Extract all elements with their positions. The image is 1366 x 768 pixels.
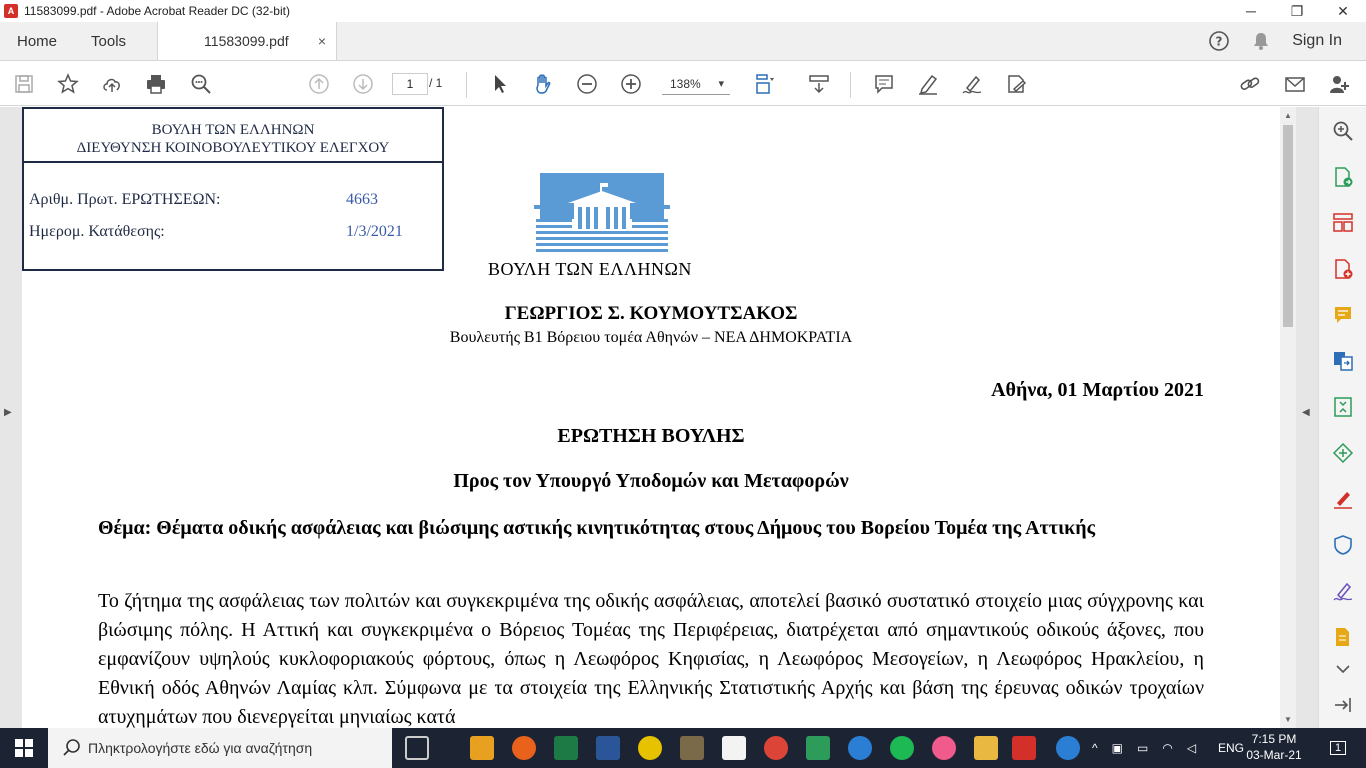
scroll-down-icon[interactable]: ▼	[1284, 715, 1292, 724]
parliament-building-logo	[534, 173, 670, 255]
save-icon[interactable]	[10, 70, 38, 98]
send-for-comments-icon[interactable]	[1331, 625, 1355, 649]
acrobat-taskbar-icon[interactable]	[1012, 736, 1036, 760]
upload-cloud-icon[interactable]	[98, 70, 126, 98]
start-windows-icon[interactable]	[0, 728, 48, 768]
zoom-in-icon[interactable]	[617, 70, 645, 98]
task-view-icon[interactable]	[405, 736, 429, 760]
scrollbar-thumb[interactable]	[1283, 125, 1293, 327]
bookmark-star-icon[interactable]	[54, 70, 82, 98]
select-cursor-icon[interactable]	[486, 70, 514, 98]
previous-page-icon[interactable]	[305, 70, 333, 98]
combine-files-icon[interactable]	[1331, 349, 1355, 373]
print-icon[interactable]	[142, 70, 170, 98]
left-panel-toggle-icon[interactable]: ▶	[4, 407, 12, 418]
window-title: 11583099.pdf - Adobe Acrobat Reader DC (32-bit)	[24, 4, 290, 18]
email-icon[interactable]	[1281, 70, 1309, 98]
taskbar-clock[interactable]	[1244, 731, 1304, 763]
highlight-pen-icon[interactable]	[914, 70, 942, 98]
body-paragraph: Το ζήτημα της ασφάλειας των πολιτών και συγκεκριμένα της οδικής ασφάλειας, αποτελεί βασικό συστατικό στοιχείο μιας σύγχρονης και βιώσιμης πόλης. Η Αττική και συγκεκριμένα ο Βόρειος Τομέας της Περιφέρειας, διατρέχεται από σημαντικούς οδικούς άξονες, που εμφανίζουν υψηλούς κυκλοφοριακούς φόρτους, όπως η Λεωφόρος Κηφισίας, η Λεωφόρος Μεσογείων, η Λεωφόρος Ηρακλείου, η Εθνική οδός Αθηνών Λαμίας κλπ. Σύμφωνα με τα στοιχεία της Ελληνικής Στατιστικής Αρχής και βάση της έρευνας οδικών τροχαίων ατυχημάτων που διενεργείται μηνιαίως κατά	[98, 590, 1204, 728]
share-link-icon[interactable]	[1236, 70, 1264, 98]
add-user-icon[interactable]	[1325, 70, 1353, 98]
vertical-scrollbar[interactable]	[1280, 107, 1296, 728]
document-viewport[interactable]	[0, 107, 1318, 728]
app-tools-icon[interactable]	[680, 736, 704, 760]
edit-pdf-icon[interactable]	[1331, 441, 1355, 465]
taskbar-search-placeholder: Πληκτρολογήστε εδώ για αναζήτηση	[88, 740, 313, 756]
clock-date: 03-Mar-21	[1246, 748, 1302, 762]
logo-caption: ΒΟΥΛΗ ΤΩΝ ΕΛΛΗΝΩΝ	[488, 259, 692, 279]
current-page-input[interactable]: 1	[392, 73, 428, 95]
toolbar-divider	[466, 72, 467, 98]
firefox-icon[interactable]	[512, 736, 536, 760]
zoom-out-icon[interactable]	[573, 70, 601, 98]
chrome-icon[interactable]	[764, 736, 788, 760]
organize-pages-icon[interactable]	[1331, 211, 1355, 235]
file-explorer-icon[interactable]	[974, 736, 998, 760]
help-icon[interactable]	[1198, 30, 1240, 52]
tab-bar	[0, 22, 1366, 61]
right-panel-toggle-icon[interactable]: ◀	[1302, 407, 1310, 418]
filing-date-label: Ημερομ. Κατάθεσης:	[29, 223, 165, 240]
excel-icon[interactable]	[554, 736, 578, 760]
acrobat-app-icon: A	[4, 4, 18, 18]
pdf-page	[22, 107, 1280, 728]
collapse-panel-icon[interactable]	[1331, 693, 1355, 717]
app-check-icon[interactable]	[638, 736, 662, 760]
tray-device-icon[interactable]: ▣	[1111, 741, 1123, 755]
protocol-number-label: Αριθμ. Πρωτ. ΕΡΩΤΗΣΕΩΝ:	[29, 191, 221, 208]
request-signature-icon[interactable]	[1331, 579, 1355, 603]
filing-date-value: 1/3/2021	[346, 223, 403, 240]
window-controls	[1228, 0, 1366, 22]
subject-line: Θέμα: Θέματα οδικής ασφάλειας και βιώσιμης αστικής κινητικότητας στους Δήμους του Βορείου Τομέα της Αττικής	[98, 517, 1096, 539]
document-date: Αθήνα, 01 Μαρτίου 2021	[991, 379, 1204, 401]
comment-tool-icon[interactable]	[1331, 303, 1355, 327]
tab-document[interactable]	[157, 22, 337, 60]
battery-icon[interactable]: ▭	[1136, 741, 1149, 755]
tab-close-button[interactable]: ×	[317, 33, 327, 49]
sign-in-button[interactable]: Sign In	[1292, 32, 1342, 49]
word-icon[interactable]	[596, 736, 620, 760]
zoom-level-select[interactable]: 138% ▾	[662, 73, 730, 95]
mp-subtitle: Βουλευτής Β1 Βόρειου τομέα Αθηνών – ΝΕΑ ΔΗΜΟΚΡΑΤΙΑ	[449, 329, 853, 346]
volume-icon[interactable]: ◁	[1186, 741, 1197, 755]
export-pdf-icon[interactable]	[1331, 165, 1355, 189]
recipient-line: Προς τον Υπουργό Υποδομών και Μεταφορών	[453, 470, 849, 492]
file-icon[interactable]	[722, 736, 746, 760]
tab-tools[interactable]: Tools	[91, 32, 127, 50]
protocol-info-box	[22, 107, 444, 271]
spotify-icon[interactable]	[890, 736, 914, 760]
store-icon[interactable]	[470, 736, 494, 760]
scroll-up-icon[interactable]: ▲	[1284, 111, 1292, 120]
svg-text:?: ?	[1215, 34, 1223, 49]
find-zoom-icon[interactable]	[187, 70, 215, 98]
search-tool-icon[interactable]	[1331, 119, 1355, 143]
comment-icon[interactable]	[870, 70, 898, 98]
infobox-header-line2: ΔΙΕΥΘΥΝΣΗ ΚΟΙΝΟΒΟΥΛΕΥΤΙΚΟΥ ΕΛΕΓΧΟΥ	[76, 140, 390, 156]
protect-shield-icon[interactable]	[1331, 533, 1355, 557]
app-tree-icon[interactable]	[806, 736, 830, 760]
protocol-number-value: 4663	[346, 191, 378, 208]
page-total-label: / 1	[429, 76, 443, 90]
create-pdf-icon[interactable]	[1331, 257, 1355, 281]
fit-page-icon[interactable]	[750, 70, 778, 98]
scroll-mode-icon[interactable]	[805, 70, 833, 98]
sign-icon[interactable]	[958, 70, 986, 98]
clock-time: 7:15 PM	[1251, 732, 1297, 746]
infobox-header-line1: ΒΟΥΛΗ ΤΩΝ ΕΛΛΗΝΩΝ	[151, 122, 315, 138]
main-toolbar	[0, 62, 1366, 106]
windows-taskbar	[0, 728, 1366, 768]
fill-sign-icon[interactable]	[1002, 70, 1030, 98]
tab-home[interactable]: Home	[17, 32, 58, 50]
hand-tool-icon[interactable]	[529, 70, 557, 98]
wifi-icon[interactable]: ◠	[1162, 741, 1173, 755]
minimize-button[interactable]: ─	[1246, 3, 1256, 19]
input-language[interactable]: ENG	[1218, 741, 1245, 755]
tray-expand-icon[interactable]: ^	[1092, 741, 1098, 755]
app-globe-icon[interactable]	[848, 736, 872, 760]
fill-and-sign-tool-icon[interactable]	[1331, 487, 1355, 511]
maximize-button[interactable]: ❐	[1290, 2, 1304, 19]
notification-count: 1	[1330, 741, 1346, 755]
compress-pdf-icon[interactable]	[1331, 395, 1355, 419]
more-tools-chevron-icon[interactable]	[1331, 657, 1355, 681]
mp-name: ΓΕΩΡΓΙΟΣ Σ. ΚΟΥΜΟΥΤΣΑΚΟΣ	[504, 303, 798, 324]
next-page-icon[interactable]	[349, 70, 377, 98]
tab-document-label: 11583099.pdf	[204, 33, 289, 49]
close-window-button[interactable]: ✕	[1337, 2, 1349, 19]
taskbar-search-icon	[62, 738, 82, 758]
question-title: ΕΡΩΤΗΣΗ ΒΟΥΛΗΣ	[557, 425, 745, 447]
toolbar-divider	[850, 72, 851, 98]
infobox-header	[24, 109, 442, 163]
title-bar	[0, 0, 1366, 22]
notification-center-icon[interactable]	[1330, 728, 1346, 768]
taskbar-search-box[interactable]	[48, 728, 392, 768]
right-tools-panel	[1318, 107, 1366, 728]
system-tray	[1092, 728, 1196, 768]
notifications-bell-icon[interactable]	[1240, 31, 1282, 51]
itunes-icon[interactable]	[932, 736, 956, 760]
help-app-icon[interactable]	[1056, 736, 1080, 760]
